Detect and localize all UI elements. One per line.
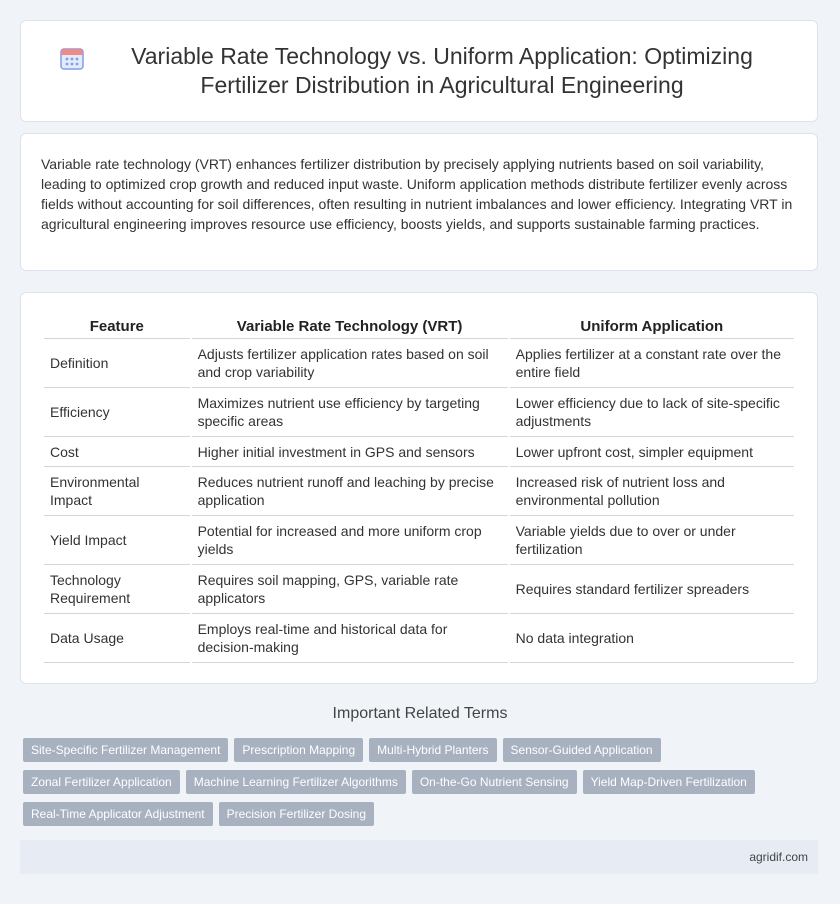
table-row xyxy=(44,614,794,663)
vrt-cell: Requires soil mapping, GPS, variable rate applicators xyxy=(192,565,508,614)
vrt-cell: Employs real-time and historical data for decision-making xyxy=(192,614,508,663)
vrt-cell: Higher initial investment in GPS and sensors xyxy=(192,437,508,467)
column-header-uniform: Uniform Application xyxy=(510,313,794,339)
related-term-tag[interactable]: Yield Map-Driven Fertilization xyxy=(583,770,755,794)
table-row xyxy=(44,516,794,565)
related-term-tag[interactable]: Prescription Mapping xyxy=(234,738,363,762)
feature-cell: Technology Requirement xyxy=(44,565,190,614)
feature-cell: Data Usage xyxy=(44,614,190,663)
uniform-cell: Requires standard fertilizer spreaders xyxy=(510,565,794,614)
vrt-cell: Maximizes nutrient use efficiency by targeting specific areas xyxy=(192,388,508,437)
related-term-tag[interactable]: Sensor-Guided Application xyxy=(503,738,661,762)
related-terms-list xyxy=(23,738,803,834)
column-header-feature: Feature xyxy=(44,313,190,339)
related-term-tag[interactable]: Multi-Hybrid Planters xyxy=(369,738,496,762)
related-terms-title: Important Related Terms xyxy=(332,705,508,722)
table-row xyxy=(44,388,794,437)
intro-text: Variable rate technology (VRT) enhances fertilizer distribution by precisely applying nutrients based on soil variability, leading to optimized crop growth and reduced input waste. Uniform application methods distribute fertilizer evenly across fields without accounting for soil differences, often resulting in nutrient imbalances and lower efficiency. Integrating VRT in agricultural engineering improves resource use efficiency, boosts yields, and supports sustainable farming practices. xyxy=(41,156,793,232)
table-header-row xyxy=(44,313,794,339)
comparison-table-card xyxy=(20,292,818,684)
table-row xyxy=(44,339,794,388)
footer xyxy=(20,840,818,874)
title-wrap xyxy=(59,42,779,100)
intro-card xyxy=(20,133,818,271)
uniform-cell: Applies fertilizer at a constant rate over the entire field xyxy=(510,339,794,388)
vrt-cell: Potential for increased and more uniform crop yields xyxy=(192,516,508,565)
related-term-tag[interactable]: Zonal Fertilizer Application xyxy=(23,770,180,794)
table-row xyxy=(44,565,794,614)
footer-site-link[interactable]: agridif.com xyxy=(749,850,808,864)
uniform-cell: Increased risk of nutrient loss and environmental pollution xyxy=(510,467,794,516)
related-term-tag[interactable]: On-the-Go Nutrient Sensing xyxy=(412,770,577,794)
table-row xyxy=(44,437,794,467)
table-row xyxy=(44,467,794,516)
calendar-icon xyxy=(59,45,85,71)
column-header-vrt: Variable Rate Technology (VRT) xyxy=(192,313,508,339)
related-term-tag[interactable]: Real-Time Applicator Adjustment xyxy=(23,802,213,826)
uniform-cell: No data integration xyxy=(510,614,794,663)
related-term-tag[interactable]: Precision Fertilizer Dosing xyxy=(219,802,374,826)
related-term-tag[interactable]: Machine Learning Fertilizer Algorithms xyxy=(186,770,406,794)
feature-cell: Environmental Impact xyxy=(44,467,190,516)
comparison-table xyxy=(42,313,796,663)
uniform-cell: Lower efficiency due to lack of site-specific adjustments xyxy=(510,388,794,437)
uniform-cell: Lower upfront cost, simpler equipment xyxy=(510,437,794,467)
vrt-cell: Adjusts fertilizer application rates based on soil and crop variability xyxy=(192,339,508,388)
feature-cell: Yield Impact xyxy=(44,516,190,565)
page-title: Variable Rate Technology vs. Uniform Application: Optimizing Fertilizer Distribution in Agricultural Engineering xyxy=(131,43,753,98)
vrt-cell: Reduces nutrient runoff and leaching by precise application xyxy=(192,467,508,516)
related-term-tag[interactable]: Site-Specific Fertilizer Management xyxy=(23,738,228,762)
title-card xyxy=(20,20,818,122)
feature-cell: Efficiency xyxy=(44,388,190,437)
uniform-cell: Variable yields due to over or under fertilization xyxy=(510,516,794,565)
feature-cell: Cost xyxy=(44,437,190,467)
feature-cell: Definition xyxy=(44,339,190,388)
